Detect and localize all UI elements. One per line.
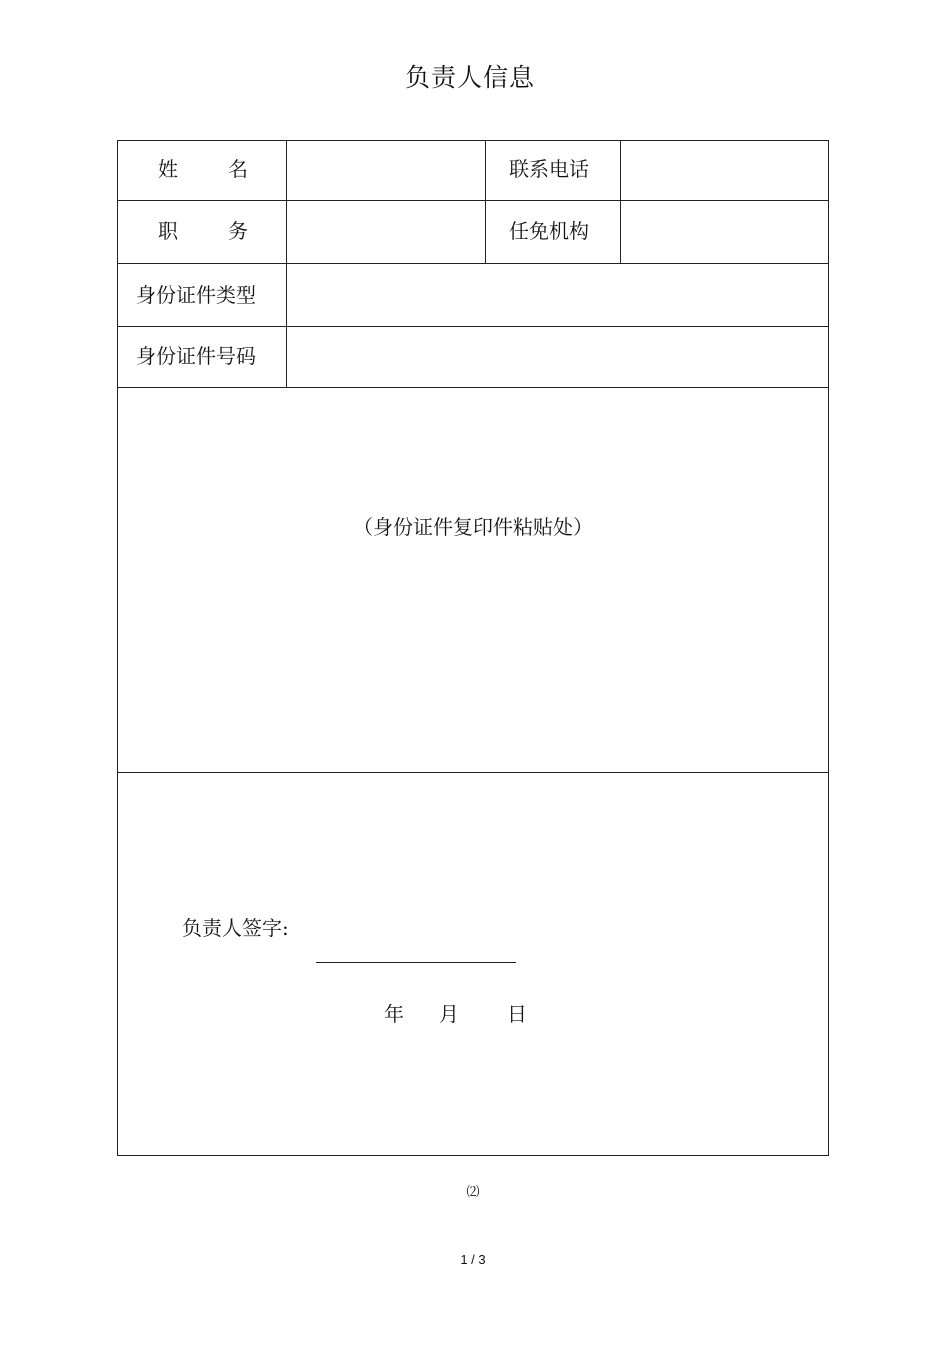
page-title: 负责人信息	[404, 63, 535, 92]
column-divider	[485, 141, 486, 263]
signature-line[interactable]	[316, 962, 516, 963]
phone-label: 联系电话	[509, 157, 589, 181]
id-number-field[interactable]	[288, 328, 827, 386]
id-number-label: 身份证件号码	[136, 344, 256, 368]
row-divider	[118, 326, 828, 327]
row-divider	[118, 200, 828, 201]
id-type-field[interactable]	[288, 265, 827, 325]
row-divider	[118, 772, 828, 773]
id-type-label: 身份证件类型	[136, 283, 256, 307]
position-label: 职 务	[158, 219, 248, 243]
date-month: 月	[439, 1002, 459, 1026]
page-number: 1 / 3	[460, 1252, 486, 1267]
column-divider	[620, 141, 621, 263]
appointing-org-label: 任免机构	[509, 219, 589, 243]
name-field[interactable]	[288, 141, 484, 199]
signature-label: 负责人签字:	[182, 916, 289, 940]
date-day: 日	[507, 1002, 527, 1026]
appointing-org-field[interactable]	[622, 202, 827, 262]
row-divider	[118, 263, 828, 264]
section-mark: ⑵	[466, 1185, 480, 1200]
info-form	[117, 140, 829, 1156]
row-divider	[118, 387, 828, 388]
name-label: 姓 名	[158, 157, 248, 181]
date-year: 年	[384, 1002, 404, 1026]
phone-field[interactable]	[622, 141, 827, 199]
id-copy-placeholder: （身份证件复印件粘贴处）	[353, 515, 593, 539]
position-field[interactable]	[288, 202, 484, 262]
column-divider	[286, 141, 287, 387]
